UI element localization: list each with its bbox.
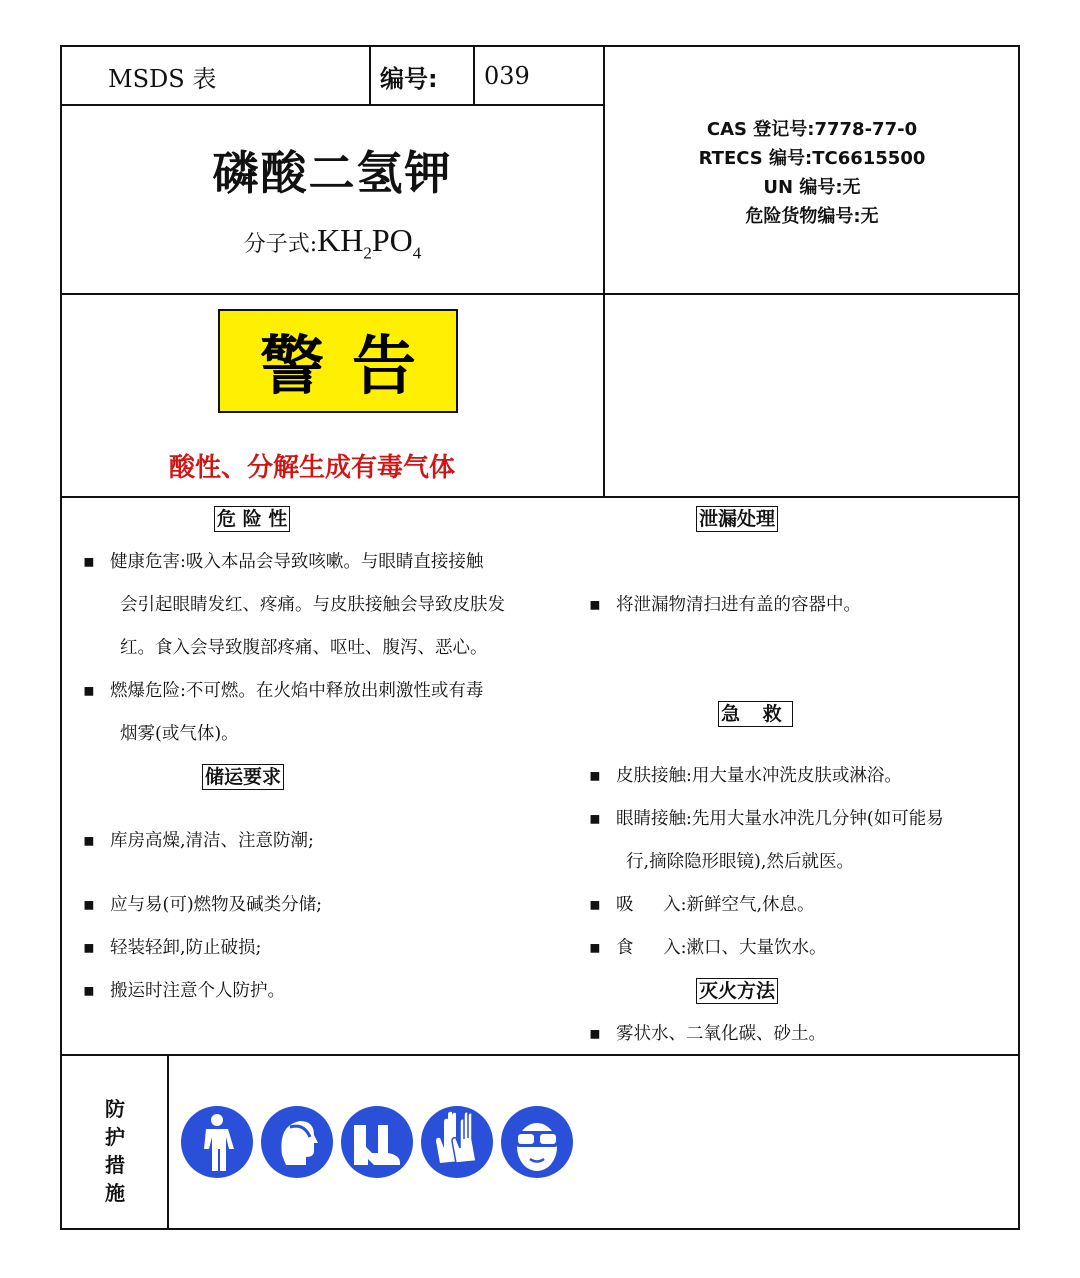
- protection-label: 防 护 措 施: [105, 1097, 125, 1205]
- warning-text: 酸性、分解生成有毒气体: [168, 453, 455, 483]
- row-divider-2: [62, 496, 1018, 498]
- safety-boots-icon: [340, 1105, 414, 1179]
- first-aid-eye: ▪ 眼睛接触:先用大量水冲洗几分钟(如可能易 行,摘除隐形眼镜),然后就医。: [589, 809, 944, 872]
- hazard-title: 危 险 性: [214, 506, 290, 532]
- first-aid-inhale: ▪ 吸 入:新鲜空气,休息。: [589, 895, 815, 915]
- fire-fighting-item: ▪ 雾状水、二氧化碳、砂土。: [589, 1024, 826, 1044]
- number-label: 编号:: [380, 64, 438, 93]
- cas-number: CAS 登记号:7778-77-0: [706, 119, 918, 140]
- formula-value: $KH_2PO_4$: [317, 222, 422, 263]
- warning-sign: 警告: [218, 309, 458, 413]
- first-aid-skin: ▪ 皮肤接触:用大量水冲洗皮肤或淋浴。: [589, 766, 902, 786]
- chemical-name: 磷酸二氢钾: [212, 146, 453, 200]
- fire-fighting-title: 灭火方法: [696, 978, 778, 1004]
- face-shield-icon: [260, 1105, 334, 1179]
- first-aid-ingest: ▪ 食 入:漱口、大量饮水。: [589, 938, 827, 958]
- fire-hazard: ▪ 燃爆危险:不可燃。在火焰中释放出刺激性或有毒 烟雾(或气体)。: [83, 681, 484, 744]
- row-divider-1: [62, 293, 1018, 295]
- protection-icons: [180, 1105, 574, 1179]
- first-aid-title: 急 救: [718, 701, 793, 727]
- leak-item: ▪ 将泄漏物清扫进有盖的容器中。: [589, 595, 861, 615]
- storage-title: 储运要求: [202, 764, 284, 790]
- storage-item-2: ▪ 应与易(可)燃物及碱类分储;: [83, 895, 323, 915]
- storage-item-3: ▪ 轻装轻卸,防止破损;: [83, 938, 262, 958]
- protective-gloves-icon: [420, 1105, 494, 1179]
- header-sep-2: [473, 47, 475, 105]
- rtecs-number: RTECS 编号:TC6615500: [698, 148, 926, 169]
- row-divider-3: [62, 1054, 1018, 1056]
- un-number: UN 编号:无: [763, 177, 861, 198]
- molecular-formula: [62, 222, 603, 263]
- storage-item-4: ▪ 搬运时注意个人防护。: [83, 981, 285, 1001]
- identifiers: [604, 115, 1020, 231]
- safety-goggles-icon: [500, 1105, 574, 1179]
- leak-title: 泄漏处理: [696, 506, 778, 532]
- msds-sheet: [60, 45, 1020, 1230]
- health-hazard: ▪ 健康危害:吸入本品会导致咳嗽。与眼睛直接接触 会引起眼睛发红、疼痛。与皮肤接触会导致皮肤发 红。食入会导致腹部疼痛、呕吐、腹泻、恶心。: [83, 552, 505, 658]
- header-sep-1: [369, 47, 371, 105]
- dangerous-goods-number: 危险货物编号:无: [745, 206, 879, 227]
- msds-label: MSDS 表: [108, 64, 217, 93]
- number-value: 039: [484, 62, 530, 90]
- storage-item-1: ▪ 库房高燥,清洁、注意防潮;: [83, 831, 314, 851]
- formula-label: 分子式:: [243, 232, 318, 257]
- protective-suit-icon: [180, 1105, 254, 1179]
